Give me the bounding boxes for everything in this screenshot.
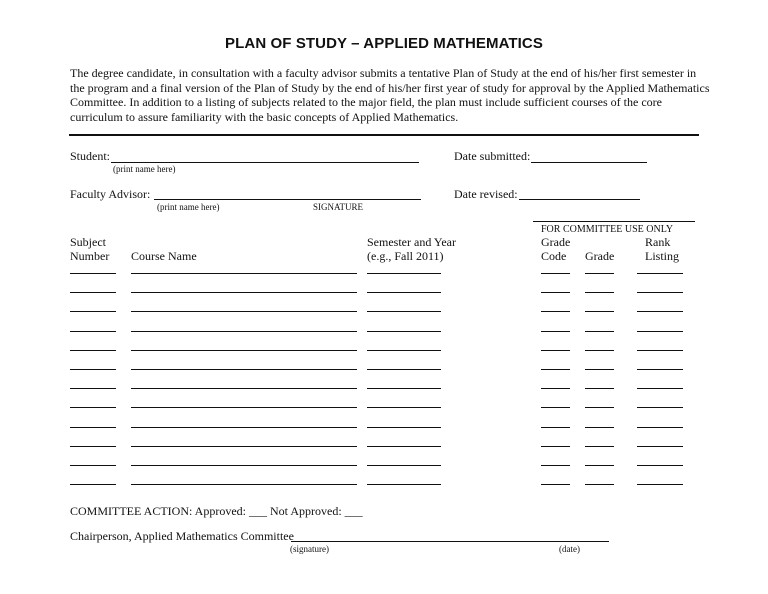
section-divider [69, 134, 699, 136]
semester-year-line[interactable] [367, 311, 441, 312]
subject-number-line[interactable] [70, 465, 116, 466]
course-name-line[interactable] [131, 369, 357, 370]
semester-year-line[interactable] [367, 369, 441, 370]
grade-line[interactable] [585, 465, 614, 466]
rank-listing-line[interactable] [637, 292, 683, 293]
grade-line[interactable] [585, 446, 614, 447]
date-hint: (date) [559, 544, 580, 554]
semester-year-line[interactable] [367, 331, 441, 332]
date-revised-label: Date revised: [454, 187, 518, 201]
header-semester-line1: Semester and Year [367, 235, 456, 249]
course-name-line[interactable] [131, 350, 357, 351]
header-subject-number [70, 236, 109, 263]
rank-listing-line[interactable] [637, 446, 683, 447]
rank-listing-line[interactable] [637, 331, 683, 332]
grade-line[interactable] [585, 350, 614, 351]
header-semester-year [367, 236, 456, 263]
faculty-advisor-label: Faculty Advisor: [70, 187, 151, 201]
course-name-line[interactable] [131, 446, 357, 447]
rank-listing-line[interactable] [637, 388, 683, 389]
grade-line[interactable] [585, 484, 614, 485]
grade-line[interactable] [585, 331, 614, 332]
rank-listing-line[interactable] [637, 350, 683, 351]
header-grade-code-line2: Code [541, 248, 567, 263]
rank-listing-line[interactable] [637, 427, 683, 428]
student-label: Student: [70, 149, 111, 163]
rank-listing-line[interactable] [637, 369, 683, 370]
subject-number-line[interactable] [70, 427, 116, 428]
header-course-name: Course Name [131, 248, 197, 263]
date-submitted-label: Date submitted: [454, 149, 531, 163]
advisor-name-hint: (print name here) [157, 202, 220, 212]
grade-code-line[interactable] [541, 427, 570, 428]
semester-year-line[interactable] [367, 484, 441, 485]
subject-number-line[interactable] [70, 331, 116, 332]
date-revised-line[interactable] [519, 199, 640, 200]
header-grade-code-line1: Grade [541, 235, 571, 249]
rank-listing-line[interactable] [637, 407, 683, 408]
grade-line[interactable] [585, 388, 614, 389]
header-grade-code [541, 236, 570, 263]
grade-line[interactable] [585, 427, 614, 428]
grade-line[interactable] [585, 407, 614, 408]
subject-number-line[interactable] [70, 311, 116, 312]
course-name-line[interactable] [131, 484, 357, 485]
student-name-line[interactable] [111, 162, 419, 163]
student-name-hint: (print name here) [113, 164, 176, 174]
advisor-signature-hint: SIGNATURE [313, 202, 364, 212]
header-subject-number-line1: Subject [70, 235, 106, 249]
rank-listing-line[interactable] [637, 311, 683, 312]
grade-code-line[interactable] [541, 484, 570, 485]
header-subject-number-line2: Number [70, 248, 110, 263]
committee-use-rule [533, 221, 695, 222]
header-grade: Grade [585, 248, 615, 263]
semester-year-line[interactable] [367, 465, 441, 466]
subject-number-line[interactable] [70, 273, 116, 274]
grade-code-line[interactable] [541, 350, 570, 351]
subject-number-line[interactable] [70, 350, 116, 351]
course-name-line[interactable] [131, 331, 357, 332]
semester-year-line[interactable] [367, 388, 441, 389]
course-name-line[interactable] [131, 427, 357, 428]
subject-number-line[interactable] [70, 446, 116, 447]
subject-number-line[interactable] [70, 369, 116, 370]
subject-number-line[interactable] [70, 292, 116, 293]
semester-year-line[interactable] [367, 350, 441, 351]
rank-listing-line[interactable] [637, 484, 683, 485]
rank-listing-line[interactable] [637, 273, 683, 274]
date-submitted-line[interactable] [531, 162, 647, 163]
semester-year-line[interactable] [367, 427, 441, 428]
grade-line[interactable] [585, 369, 614, 370]
grade-code-line[interactable] [541, 292, 570, 293]
grade-code-line[interactable] [541, 311, 570, 312]
grade-line[interactable] [585, 311, 614, 312]
subject-number-line[interactable] [70, 388, 116, 389]
semester-year-line[interactable] [367, 407, 441, 408]
semester-year-line[interactable] [367, 273, 441, 274]
committee-action: COMMITTEE ACTION: Approved: ___ Not Approved: ___ [70, 504, 363, 518]
grade-code-line[interactable] [541, 446, 570, 447]
chairperson-signature-line[interactable] [291, 541, 609, 542]
rank-listing-line[interactable] [637, 465, 683, 466]
signature-hint: (signature) [290, 544, 329, 554]
course-name-line[interactable] [131, 292, 357, 293]
subject-number-line[interactable] [70, 407, 116, 408]
grade-code-line[interactable] [541, 465, 570, 466]
course-name-line[interactable] [131, 388, 357, 389]
committee-use-label: FOR COMMITTEE USE ONLY [541, 224, 674, 235]
course-name-line[interactable] [131, 407, 357, 408]
chairperson-label: Chairperson, Applied Mathematics Committee [70, 529, 294, 543]
header-semester-line2: (e.g., Fall 2011) [367, 248, 444, 263]
semester-year-line[interactable] [367, 446, 441, 447]
header-rank-line2: Listing [645, 248, 680, 263]
course-name-line[interactable] [131, 311, 357, 312]
subject-number-line[interactable] [70, 484, 116, 485]
grade-line[interactable] [585, 292, 614, 293]
grade-code-line[interactable] [541, 369, 570, 370]
intro-paragraph: The degree candidate, in consultation with a faculty advisor submits a tentative Plan of Study at the end of his/her first semester in the program and a final version of the Plan of Study by the end of his/her first year of study for approval by the Applied Mathematics Committee. In addition to a listing of subjects related to the major field, the plan must include sufficient courses of the core curriculum to assure familiarity with the basic concepts of Applied Mathematics. [70, 66, 710, 124]
header-rank-listing [645, 236, 679, 263]
grade-code-line[interactable] [541, 388, 570, 389]
grade-code-line[interactable] [541, 331, 570, 332]
grade-line[interactable] [585, 273, 614, 274]
semester-year-line[interactable] [367, 292, 441, 293]
header-rank-line1: Rank [645, 235, 671, 249]
faculty-advisor-line[interactable] [154, 199, 421, 200]
course-name-line[interactable] [131, 273, 357, 274]
course-name-line[interactable] [131, 465, 357, 466]
grade-code-line[interactable] [541, 407, 570, 408]
grade-code-line[interactable] [541, 273, 570, 274]
form-title: PLAN OF STUDY – APPLIED MATHEMATICS [225, 35, 543, 52]
